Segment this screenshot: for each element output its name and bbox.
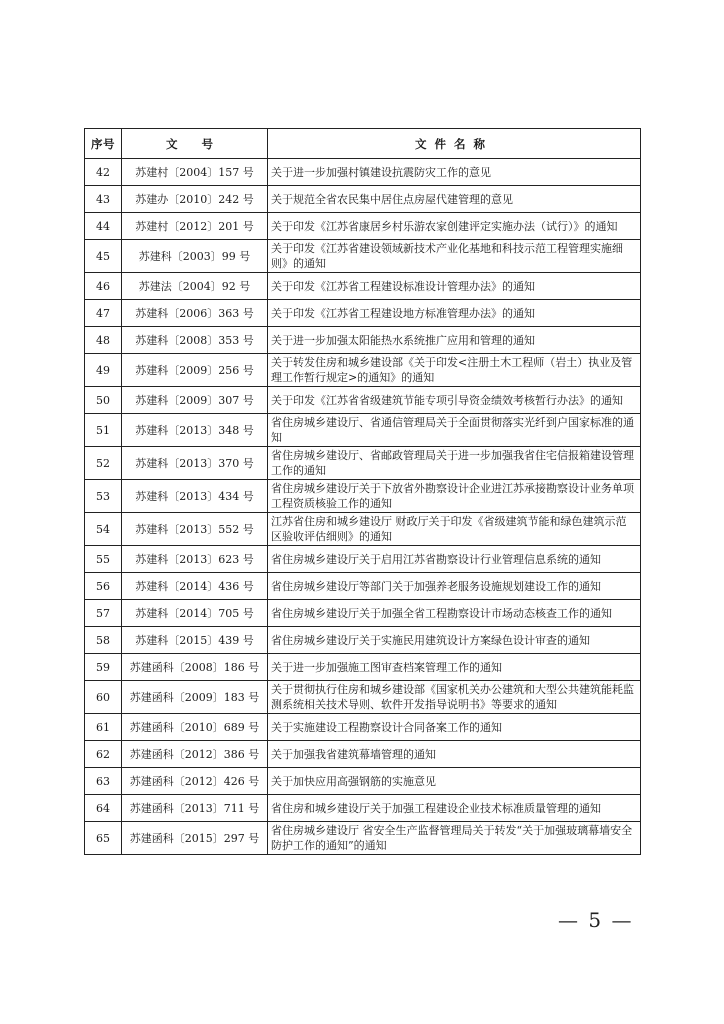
table-row — [85, 273, 641, 300]
table-row — [85, 573, 641, 600]
cell-title: 省住房城乡建设厅关于下放省外勘察设计企业进江苏承接勘察设计业务单项工程资质核验工作的通知 — [268, 480, 641, 513]
table-row — [85, 300, 641, 327]
cell-title: 关于实施建设工程勘察设计合同备案工作的通知 — [268, 714, 641, 741]
cell-title: 关于印发《江苏省省级建筑节能专项引导资金绩效考核暂行办法》的通知 — [268, 387, 641, 414]
cell-seq: 61 — [85, 714, 122, 741]
column-header-docno: 文 号 — [122, 129, 268, 159]
table-row — [85, 387, 641, 414]
cell-title: 关于印发《江苏省康居乡村乐游农家创建评定实施办法（试行）》的通知 — [268, 213, 641, 240]
cell-seq: 58 — [85, 627, 122, 654]
table-row — [85, 681, 641, 714]
cell-title: 省住房城乡建设厅 省安全生产监督管理局关于转发“关于加强玻璃幕墙安全防护工作的通知”的通知 — [268, 822, 641, 855]
cell-docno: 苏建科〔2009〕256 号 — [122, 354, 268, 387]
cell-title: 省住房城乡建设厅关于加强全省工程勘察设计市场动态核查工作的通知 — [268, 600, 641, 627]
table-row — [85, 627, 641, 654]
cell-docno: 苏建科〔2013〕370 号 — [122, 447, 268, 480]
cell-title: 省住房城乡建设厅、省通信管理局关于全面贯彻落实光纤到户国家标准的通知 — [268, 414, 641, 447]
cell-docno: 苏建函科〔2013〕711 号 — [122, 795, 268, 822]
cell-seq: 46 — [85, 273, 122, 300]
cell-docno: 苏建科〔2008〕353 号 — [122, 327, 268, 354]
cell-seq: 53 — [85, 480, 122, 513]
cell-title: 省住房城乡建设厅关于实施民用建筑设计方案绿色设计审查的通知 — [268, 627, 641, 654]
table-row — [85, 741, 641, 768]
cell-seq: 54 — [85, 513, 122, 546]
table-body — [85, 159, 641, 855]
cell-title: 关于印发《江苏省工程建设地方标准管理办法》的通知 — [268, 300, 641, 327]
cell-docno: 苏建函科〔2008〕186 号 — [122, 654, 268, 681]
table-row — [85, 546, 641, 573]
cell-seq: 65 — [85, 822, 122, 855]
cell-docno: 苏建科〔2006〕363 号 — [122, 300, 268, 327]
table-row — [85, 513, 641, 546]
table-row — [85, 159, 641, 186]
cell-docno: 苏建科〔2009〕307 号 — [122, 387, 268, 414]
cell-seq: 47 — [85, 300, 122, 327]
cell-docno: 苏建法〔2004〕92 号 — [122, 273, 268, 300]
table-row — [85, 186, 641, 213]
table-row — [85, 240, 641, 273]
cell-docno: 苏建函科〔2010〕689 号 — [122, 714, 268, 741]
cell-docno: 苏建函科〔2012〕386 号 — [122, 741, 268, 768]
cell-title: 关于进一步加强太阳能热水系统推广应用和管理的通知 — [268, 327, 641, 354]
cell-title: 关于贯彻执行住房和城乡建设部《国家机关办公建筑和大型公共建筑能耗监测系统相关技术导则、软件开发指导说明书》等要求的通知 — [268, 681, 641, 714]
cell-title: 关于加快应用高强钢筋的实施意见 — [268, 768, 641, 795]
document-table — [84, 128, 641, 855]
cell-docno: 苏建科〔2013〕348 号 — [122, 414, 268, 447]
cell-seq: 50 — [85, 387, 122, 414]
table-row — [85, 600, 641, 627]
table-row — [85, 447, 641, 480]
cell-title: 省住房和城乡建设厅关于加强工程建设企业技术标准质量管理的通知 — [268, 795, 641, 822]
table-header-row — [85, 129, 641, 159]
cell-seq: 43 — [85, 186, 122, 213]
table-row — [85, 654, 641, 681]
cell-seq: 64 — [85, 795, 122, 822]
cell-title: 省住房城乡建设厅关于启用江苏省勘察设计行业管理信息系统的通知 — [268, 546, 641, 573]
table-row — [85, 714, 641, 741]
cell-seq: 63 — [85, 768, 122, 795]
cell-title: 江苏省住房和城乡建设厅 财政厅关于印发《省级建筑节能和绿色建筑示范区验收评估细则》的通知 — [268, 513, 641, 546]
table-row — [85, 480, 641, 513]
cell-docno: 苏建函科〔2012〕426 号 — [122, 768, 268, 795]
cell-seq: 49 — [85, 354, 122, 387]
cell-seq: 59 — [85, 654, 122, 681]
cell-seq: 45 — [85, 240, 122, 273]
page-number: — 5 — — [558, 908, 634, 932]
table-row — [85, 822, 641, 855]
cell-title: 关于进一步加强施工图审查档案管理工作的通知 — [268, 654, 641, 681]
cell-title: 省住房城乡建设厅等部门关于加强养老服务设施规划建设工作的通知 — [268, 573, 641, 600]
cell-docno: 苏建科〔2013〕623 号 — [122, 546, 268, 573]
column-header-title: 文件名称 — [268, 129, 641, 159]
cell-docno: 苏建科〔2003〕99 号 — [122, 240, 268, 273]
cell-docno: 苏建函科〔2009〕183 号 — [122, 681, 268, 714]
cell-docno: 苏建办〔2010〕242 号 — [122, 186, 268, 213]
cell-seq: 42 — [85, 159, 122, 186]
cell-seq: 55 — [85, 546, 122, 573]
cell-title: 关于加强我省建筑幕墙管理的通知 — [268, 741, 641, 768]
cell-seq: 51 — [85, 414, 122, 447]
cell-seq: 48 — [85, 327, 122, 354]
cell-seq: 52 — [85, 447, 122, 480]
cell-docno: 苏建科〔2014〕436 号 — [122, 573, 268, 600]
cell-title: 关于转发住房和城乡建设部《关于印发<注册土木工程师（岩土）执业及管理工作暂行规定>的通知》的通知 — [268, 354, 641, 387]
cell-title: 关于进一步加强村镇建设抗震防灾工作的意见 — [268, 159, 641, 186]
table-row — [85, 414, 641, 447]
cell-seq: 60 — [85, 681, 122, 714]
cell-docno: 苏建村〔2004〕157 号 — [122, 159, 268, 186]
cell-seq: 56 — [85, 573, 122, 600]
cell-docno: 苏建函科〔2015〕297 号 — [122, 822, 268, 855]
column-header-seq: 序号 — [85, 129, 122, 159]
cell-seq: 62 — [85, 741, 122, 768]
cell-title: 关于印发《江苏省工程建设标准设计管理办法》的通知 — [268, 273, 641, 300]
table-row — [85, 354, 641, 387]
cell-title: 关于规范全省农民集中居住点房屋代建管理的意见 — [268, 186, 641, 213]
table-row — [85, 327, 641, 354]
cell-docno: 苏建科〔2014〕705 号 — [122, 600, 268, 627]
cell-docno: 苏建科〔2015〕439 号 — [122, 627, 268, 654]
table-row — [85, 213, 641, 240]
cell-docno: 苏建科〔2013〕434 号 — [122, 480, 268, 513]
cell-docno: 苏建科〔2013〕552 号 — [122, 513, 268, 546]
cell-seq: 57 — [85, 600, 122, 627]
cell-title: 省住房城乡建设厅、省邮政管理局关于进一步加强我省住宅信报箱建设管理工作的通知 — [268, 447, 641, 480]
cell-docno: 苏建村〔2012〕201 号 — [122, 213, 268, 240]
table-row — [85, 768, 641, 795]
cell-seq: 44 — [85, 213, 122, 240]
cell-title: 关于印发《江苏省建设领域新技术产业化基地和科技示范工程管理实施细则》的通知 — [268, 240, 641, 273]
table-row — [85, 795, 641, 822]
